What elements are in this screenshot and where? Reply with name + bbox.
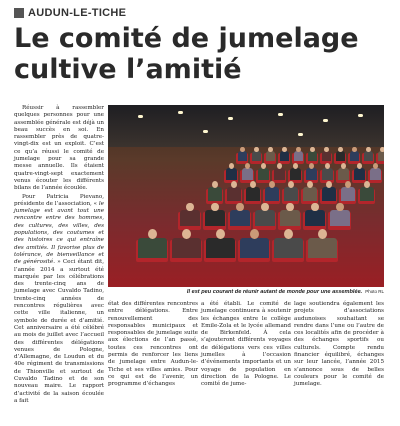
audience-head	[326, 181, 332, 188]
ceiling-light	[203, 130, 208, 133]
audience-head	[318, 229, 327, 239]
ceiling-light	[278, 113, 283, 116]
audience-member	[252, 151, 261, 161]
ceiling-light	[138, 115, 143, 118]
audience-head	[364, 181, 370, 188]
audience-head	[269, 181, 275, 188]
paragraph-president	[14, 194, 104, 406]
audience-head	[229, 163, 234, 169]
audience-member	[255, 210, 275, 226]
audience-head	[250, 181, 256, 188]
audience-member	[354, 168, 365, 180]
audience-head	[277, 163, 282, 169]
audience-head	[325, 163, 330, 169]
audience-head	[380, 147, 384, 152]
audience-head	[245, 163, 250, 169]
photo-credit: Photo RL	[365, 289, 384, 294]
audience-head	[216, 229, 225, 239]
audience-head	[324, 147, 328, 152]
audience-member	[322, 187, 336, 201]
audience-member	[280, 151, 289, 161]
audience-member	[284, 187, 298, 201]
audience-member	[338, 168, 349, 180]
audience-head	[282, 147, 286, 152]
president-quote: le jumelage est avant tout une rencontre entre des hommes, des cultures, des villes, des populations, des coutumes et des histoires ce qui entraîne des amitiés. Il favorise plus de tolérance, de bienveillance et de générosité.	[14, 200, 104, 266]
article-headline	[14, 23, 394, 85]
kicker-label: AUDUN-LE-TICHE	[28, 7, 127, 19]
headline-line-1: Le comité de jumelage	[14, 23, 359, 54]
article-column-3: a été établi. Le comité de jumelage continuera à soutenir les échanges entre le collège Emile-Zola et le lycée allemand de Birkenfeld. À cela s’ajouteront différents voyages de délégations vers ces villes jumelles à l’occasion d’événements importants et un voyage de population en direction de la Pologne. Le comité de jume-	[201, 301, 291, 388]
audience-member	[246, 187, 260, 201]
caption-text: Il est peu courant de réunir autant de monde pour une assemblée.	[186, 289, 363, 295]
audience-member	[364, 151, 373, 161]
audience-head	[261, 203, 268, 211]
audience-head	[345, 181, 351, 188]
audience-member	[265, 187, 279, 201]
audience-head	[288, 181, 294, 188]
audience-head	[261, 163, 266, 169]
audience-head	[148, 229, 157, 239]
audience-member	[274, 168, 285, 180]
audience-member	[303, 187, 317, 201]
headline-line-2: cultive l’amitié	[14, 54, 242, 85]
section-kicker	[14, 7, 126, 19]
audience-member	[205, 210, 225, 226]
audience-head	[311, 203, 318, 211]
audience-member	[290, 168, 301, 180]
audience-head	[307, 181, 313, 188]
audience-member	[138, 238, 167, 258]
ceiling-light	[358, 114, 363, 117]
audience-head	[211, 203, 218, 211]
audience-member	[240, 238, 269, 258]
quote-continuation: » Ceci étant dit, l’année 2014 a surtout été marquée par les célébrations des trente-cinq ans de jumelage avec Cuvaldo Tadino, trente-cinq années de rencontres régulières avec cette ville italienne, un symbole de durée et d’amitié. Cet anniversaire a été célébré au mois de juillet avec l’accueil des différentes délégations venues de Pologne, d’Allemagne, de Loudun et du 40e régiment de transmissions de Thionville et surtout de Cuvaldo Tadino et de son nouveau maire. Le rapport d’activité de la saison écoulée a fait	[14, 259, 104, 404]
audience-member	[308, 151, 317, 161]
audience-member	[330, 210, 350, 226]
audience-head	[310, 147, 314, 152]
audience-member	[378, 151, 384, 161]
audience-member	[238, 151, 247, 161]
audience-head	[373, 163, 378, 169]
audience-head	[250, 229, 259, 239]
ceiling-light	[228, 117, 233, 120]
audience-head	[231, 181, 237, 188]
audience-member	[370, 168, 381, 180]
audience-member	[172, 238, 201, 258]
ceiling-light	[178, 111, 183, 114]
audience-member	[208, 187, 222, 201]
audience-head	[182, 229, 191, 239]
audience-member	[230, 210, 250, 226]
audience-member	[306, 168, 317, 180]
audience-member	[258, 168, 269, 180]
audience-head	[366, 147, 370, 152]
audience-member	[322, 168, 333, 180]
audience-member	[308, 238, 337, 258]
audience-member	[336, 151, 345, 161]
paragraph-intro: Réussir à rassembler quelques personnes pour une assemblée générale est déjà un beau succès en soi. En rassembler près de quatre-vingt-dix est un exploit. C’est ce qu’a réussi le comité de jumelage pour sa grande messe annuelle. Ils étaient quatre-vingt-sept exactement venus écouter les différents bilans de l’année écoulée.	[14, 105, 104, 192]
quote-intro: Pour Patricia Pievano, présidente de l’association, «	[14, 193, 104, 207]
audience-member	[305, 210, 325, 226]
audience-member	[341, 187, 355, 201]
audience-member	[322, 151, 331, 161]
kicker-square-icon	[14, 8, 24, 18]
audience-member	[180, 210, 200, 226]
article-column-left	[14, 105, 104, 406]
audience-head	[352, 147, 356, 152]
assembly-photo	[108, 105, 384, 287]
audience-head	[186, 203, 193, 211]
audience-member	[227, 187, 241, 201]
audience-member	[226, 168, 237, 180]
audience-head	[296, 147, 300, 152]
ceiling-light	[298, 133, 303, 136]
audience-member	[350, 151, 359, 161]
audience-head	[212, 181, 218, 188]
audience-head	[309, 163, 314, 169]
audience-head	[357, 163, 362, 169]
audience-member	[280, 210, 300, 226]
photo-caption	[108, 289, 384, 295]
ceiling-light	[323, 119, 328, 122]
article-column-2: état des différentes rencontres entre délégations. Entre renouvellement des responsables municipaux et responsables de jumelage suite aux élections de l’an passé, toutes ces rencontres ont permis de renforcer les liens de jumelage entre Audun-le-Tiche et ses villes amies. Pour ce qui est de l’avenir, un programme d’échanges	[108, 301, 198, 388]
audience-head	[236, 203, 243, 211]
audience-head	[268, 147, 272, 152]
audience-head	[240, 147, 244, 152]
audience-head	[336, 203, 343, 211]
audience-head	[341, 163, 346, 169]
audience-member	[274, 238, 303, 258]
photo-ceiling	[108, 105, 384, 147]
audience-head	[338, 147, 342, 152]
audience-head	[286, 203, 293, 211]
audience-member	[266, 151, 275, 161]
audience-member	[360, 187, 374, 201]
audience-head	[293, 163, 298, 169]
audience-head	[284, 229, 293, 239]
audience-member	[294, 151, 303, 161]
article-column-4: lage soutiendra également les projets d’associations audunoises souhaitant se rendre dans l’une ou l’autre de ces localités afin de procéder à des échanges sportifs ou culturels. Compte rendu financier équilibré, échanges sur leur lancée, l’année 2015 s’annonce sous de belles couleurs pour le comité de jumelage.	[294, 301, 384, 388]
audience-head	[254, 147, 258, 152]
audience-member	[206, 238, 235, 258]
audience-member	[242, 168, 253, 180]
